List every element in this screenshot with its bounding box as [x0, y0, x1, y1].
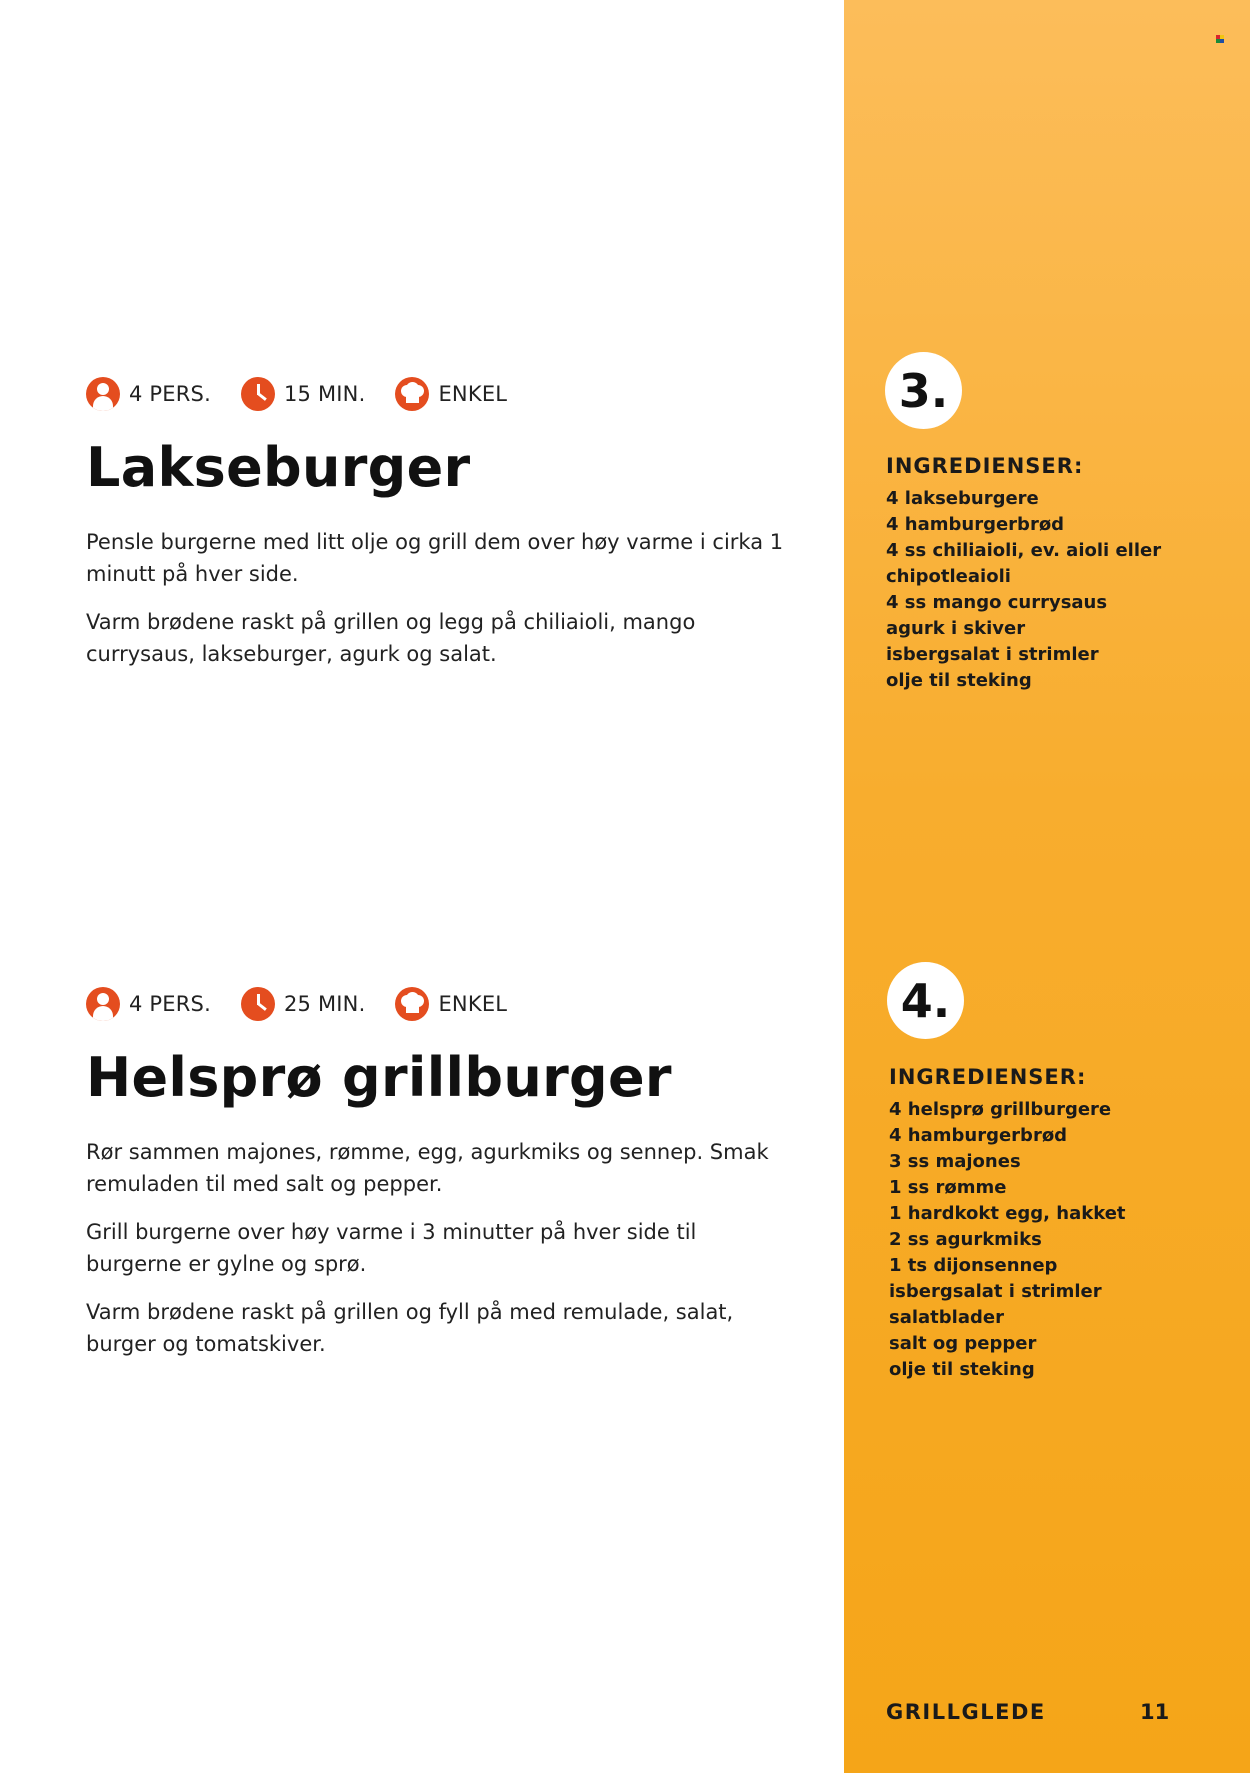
ingredient-item: 1 hardkokt egg, hakket: [889, 1203, 1126, 1224]
step-number-badge: 4.: [887, 962, 964, 1039]
ingredients-heading: INGREDIENSER:: [889, 1065, 1087, 1089]
chef-hat-icon: [395, 987, 429, 1021]
time-text: 25 MIN.: [283, 992, 366, 1016]
difficulty-text: ENKEL: [438, 992, 508, 1016]
recipe-meta: [86, 374, 786, 414]
ingredients-heading: INGREDIENSER:: [886, 454, 1084, 478]
recipe-title: Helsprø grillburger: [86, 1046, 672, 1109]
ingredients-block: [886, 454, 1226, 694]
ingredients-block: [889, 1065, 1229, 1383]
meta-difficulty: [395, 377, 507, 411]
ingredients-list: [889, 1097, 1229, 1383]
ingredients-list: [886, 486, 1226, 694]
time-text: 15 MIN.: [283, 382, 366, 406]
ingredient-item: 4 hamburgerbrød: [889, 1125, 1068, 1146]
ingredient-item: 4 ss mango currysaus: [886, 592, 1108, 613]
recipe-lakseburger: [86, 374, 786, 670]
ingredient-item: 1 ss rømme: [889, 1177, 1007, 1198]
ingredient-item: chipotleaioli: [886, 566, 1011, 587]
ingredient-item: 4 lakseburgere: [886, 488, 1039, 509]
recipe-step-text: Grill burgerne over høy varme i 3 minutter på hver side til burgerne er gylne og sprø.: [86, 1220, 697, 1276]
recipe-helspro-grillburger: [86, 984, 786, 1360]
recipe-step-text: Varm brødene raskt på grillen og legg på chiliaioli, mango currysaus, lakseburger, agurk og salat.: [86, 610, 696, 666]
persons-text: 4 PERS.: [129, 382, 211, 406]
meta-time: [241, 987, 366, 1021]
ingredients-sidebar: [844, 0, 1250, 1773]
clock-icon: [241, 377, 275, 411]
ingredient-item: 4 helsprø grillburgere: [889, 1099, 1112, 1120]
meta-time: [241, 377, 366, 411]
ingredient-item: isbergsalat i strimler: [889, 1281, 1102, 1302]
page-number: 11: [1140, 1700, 1170, 1724]
recipe-step-text: Pensle burgerne med litt olje og grill dem over høy varme i cirka 1 minutt på hver side.: [86, 530, 784, 586]
person-icon: [86, 987, 120, 1021]
person-icon: [86, 377, 120, 411]
clock-icon: [241, 987, 275, 1021]
ingredient-item: salt og pepper: [889, 1333, 1037, 1354]
difficulty-text: ENKEL: [438, 382, 508, 406]
ingredient-item: isbergsalat i strimler: [886, 644, 1099, 665]
ingredient-item: 2 ss agurkmiks: [889, 1229, 1042, 1250]
ingredient-item: agurk i skiver: [886, 618, 1026, 639]
meta-persons: [86, 987, 211, 1021]
ingredient-item: 4 ss chiliaioli, ev. aioli eller: [886, 540, 1162, 561]
recipe-meta: [86, 984, 786, 1024]
ingredient-item: 3 ss majones: [889, 1151, 1021, 1172]
ingredient-item: 4 hamburgerbrød: [886, 514, 1065, 535]
persons-text: 4 PERS.: [129, 992, 211, 1016]
ingredient-item: salatblader: [889, 1307, 1004, 1328]
step-number-badge: 3.: [885, 352, 962, 429]
ingredient-item: olje til steking: [886, 670, 1032, 691]
recipe-title: Lakseburger: [86, 436, 471, 499]
ingredient-item: 1 ts dijonsennep: [889, 1255, 1058, 1276]
ingredient-item: olje til steking: [889, 1359, 1035, 1380]
meta-persons: [86, 377, 211, 411]
meta-difficulty: [395, 987, 507, 1021]
recipe-step-text: Rør sammen majones, rømme, egg, agurkmiks og sennep. Smak remuladen til med salt og pepper.: [86, 1140, 769, 1196]
recipe-step-text: Varm brødene raskt på grillen og fyll på med remulade, salat, burger og tomatskiver.: [86, 1300, 734, 1356]
footer-label: GRILLGLEDE: [886, 1700, 1046, 1724]
chef-hat-icon: [395, 377, 429, 411]
corner-color-mark: [1216, 35, 1224, 43]
